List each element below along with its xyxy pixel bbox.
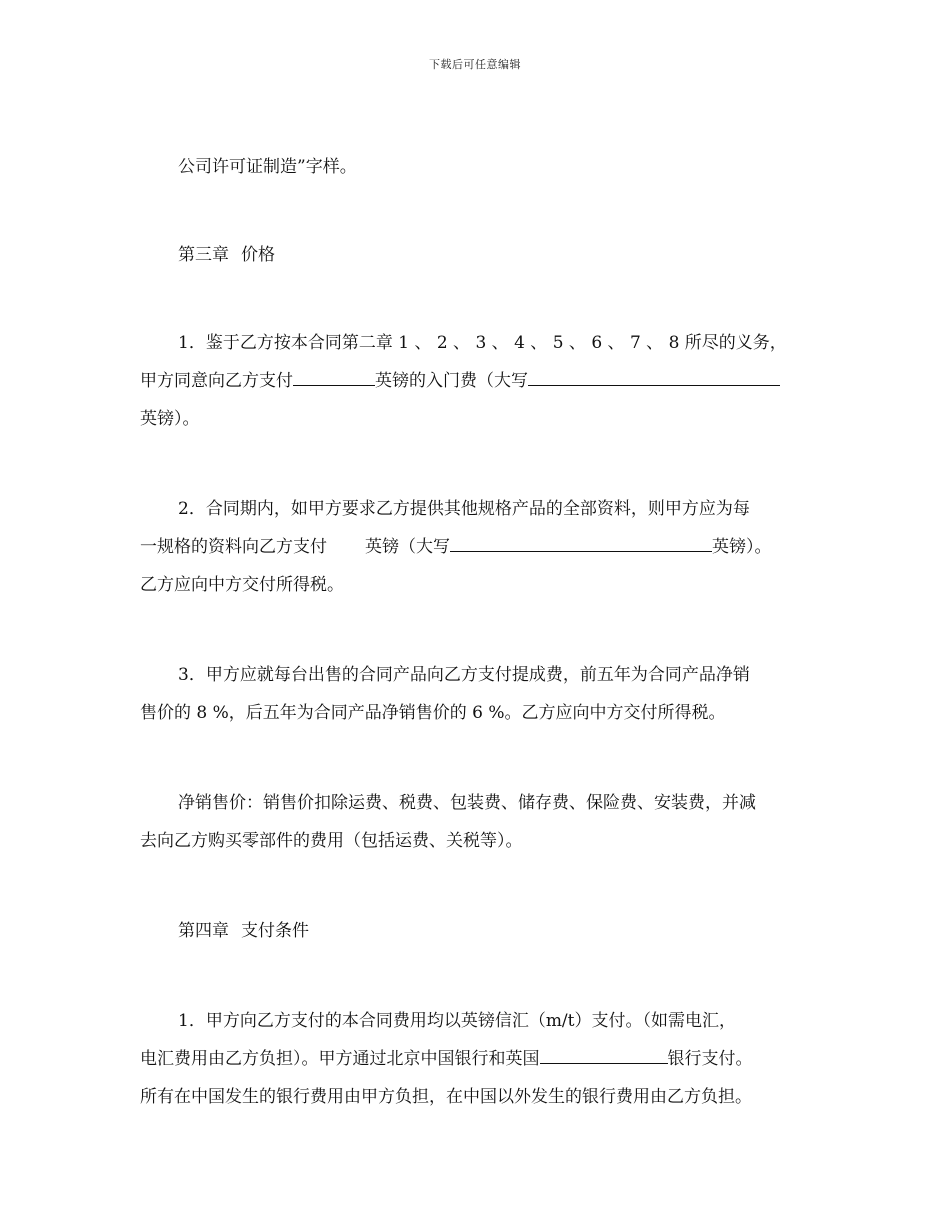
item-2-line-3: 乙方应向中方交付所得税。 <box>140 575 344 595</box>
item-1-line-1: 1．鉴于乙方按本合同第二章 1 、 2 、 3 、 4 、 5 、 6 、 7 、 8 所尽的义务， <box>178 333 787 353</box>
entry-fee-uppercase-blank <box>528 363 780 386</box>
chapter-4-title: 支付条件 <box>241 921 309 941</box>
item-2-line-2a: 一规格的资料向乙方支付 <box>140 537 327 557</box>
c4-item-1-line-2b: 银行支付。 <box>667 1049 753 1069</box>
item-2-line-1: 2．合同期内，如甲方要求乙方提供其他规格产品的全部资料，则甲方应为每 <box>178 499 750 519</box>
definition-line-1: 净销售价：销售价扣除运费、税费、包装费、储存费、保险费、安装费，并减 <box>178 793 756 813</box>
document-body <box>140 148 812 1116</box>
item-1-line-2a: 甲方同意向乙方支付 <box>140 371 293 391</box>
spec-fee-uppercase-blank <box>450 529 712 552</box>
chapter-3-label: 第三章 <box>178 245 229 265</box>
c4-item-1-line-1: 1．甲方向乙方支付的本合同费用均以英镑信汇（m/t）支付。（如需电汇， <box>178 1011 736 1031</box>
item-3-line-1: 3．甲方应就每台出售的合同产品向乙方支付提成费，前五年为合同产品净销 <box>178 665 750 685</box>
item-1-line-2b: 英镑的入门费（大写 <box>375 371 528 391</box>
entry-fee-amount-blank <box>293 363 375 386</box>
c4-item-1-line-3: 所有在中国发生的银行费用由甲方负担，在中国以外发生的银行费用由乙方负担。 <box>140 1087 752 1107</box>
net-price-definition <box>140 784 812 860</box>
chapter-3-heading <box>140 236 812 274</box>
item-2-line-2c: 英镑）。 <box>712 537 772 557</box>
item-2-line-2b: 英镑（大写 <box>365 537 450 557</box>
chapter-4-heading <box>140 912 812 950</box>
page-header-note: 下载后可任意编辑 <box>429 58 521 71</box>
uk-bank-name-blank <box>540 1041 668 1064</box>
definition-line-2: 去向乙方购买零部件的费用（包括运费、关税等）。 <box>140 831 523 851</box>
paragraph-continuation: 公司许可证制造”字样。 <box>178 157 357 177</box>
chapter-3-item-3 <box>140 656 812 732</box>
item-3-line-2: 售价的 8 %，后五年为合同产品净销售价的 6 %。乙方应向中方交付所得税。 <box>140 703 726 723</box>
item-1-line-3: 英镑）。 <box>140 409 200 429</box>
chapter-4-label: 第四章 <box>178 921 229 941</box>
chapter-3-item-2 <box>140 490 812 604</box>
c4-item-1-line-2a: 电汇费用由乙方负担）。甲方通过北京中国银行和英国 <box>140 1049 540 1069</box>
chapter-4-item-1 <box>140 1002 812 1116</box>
chapter-3-title: 价格 <box>241 245 275 265</box>
chapter-3-item-1 <box>140 324 812 438</box>
